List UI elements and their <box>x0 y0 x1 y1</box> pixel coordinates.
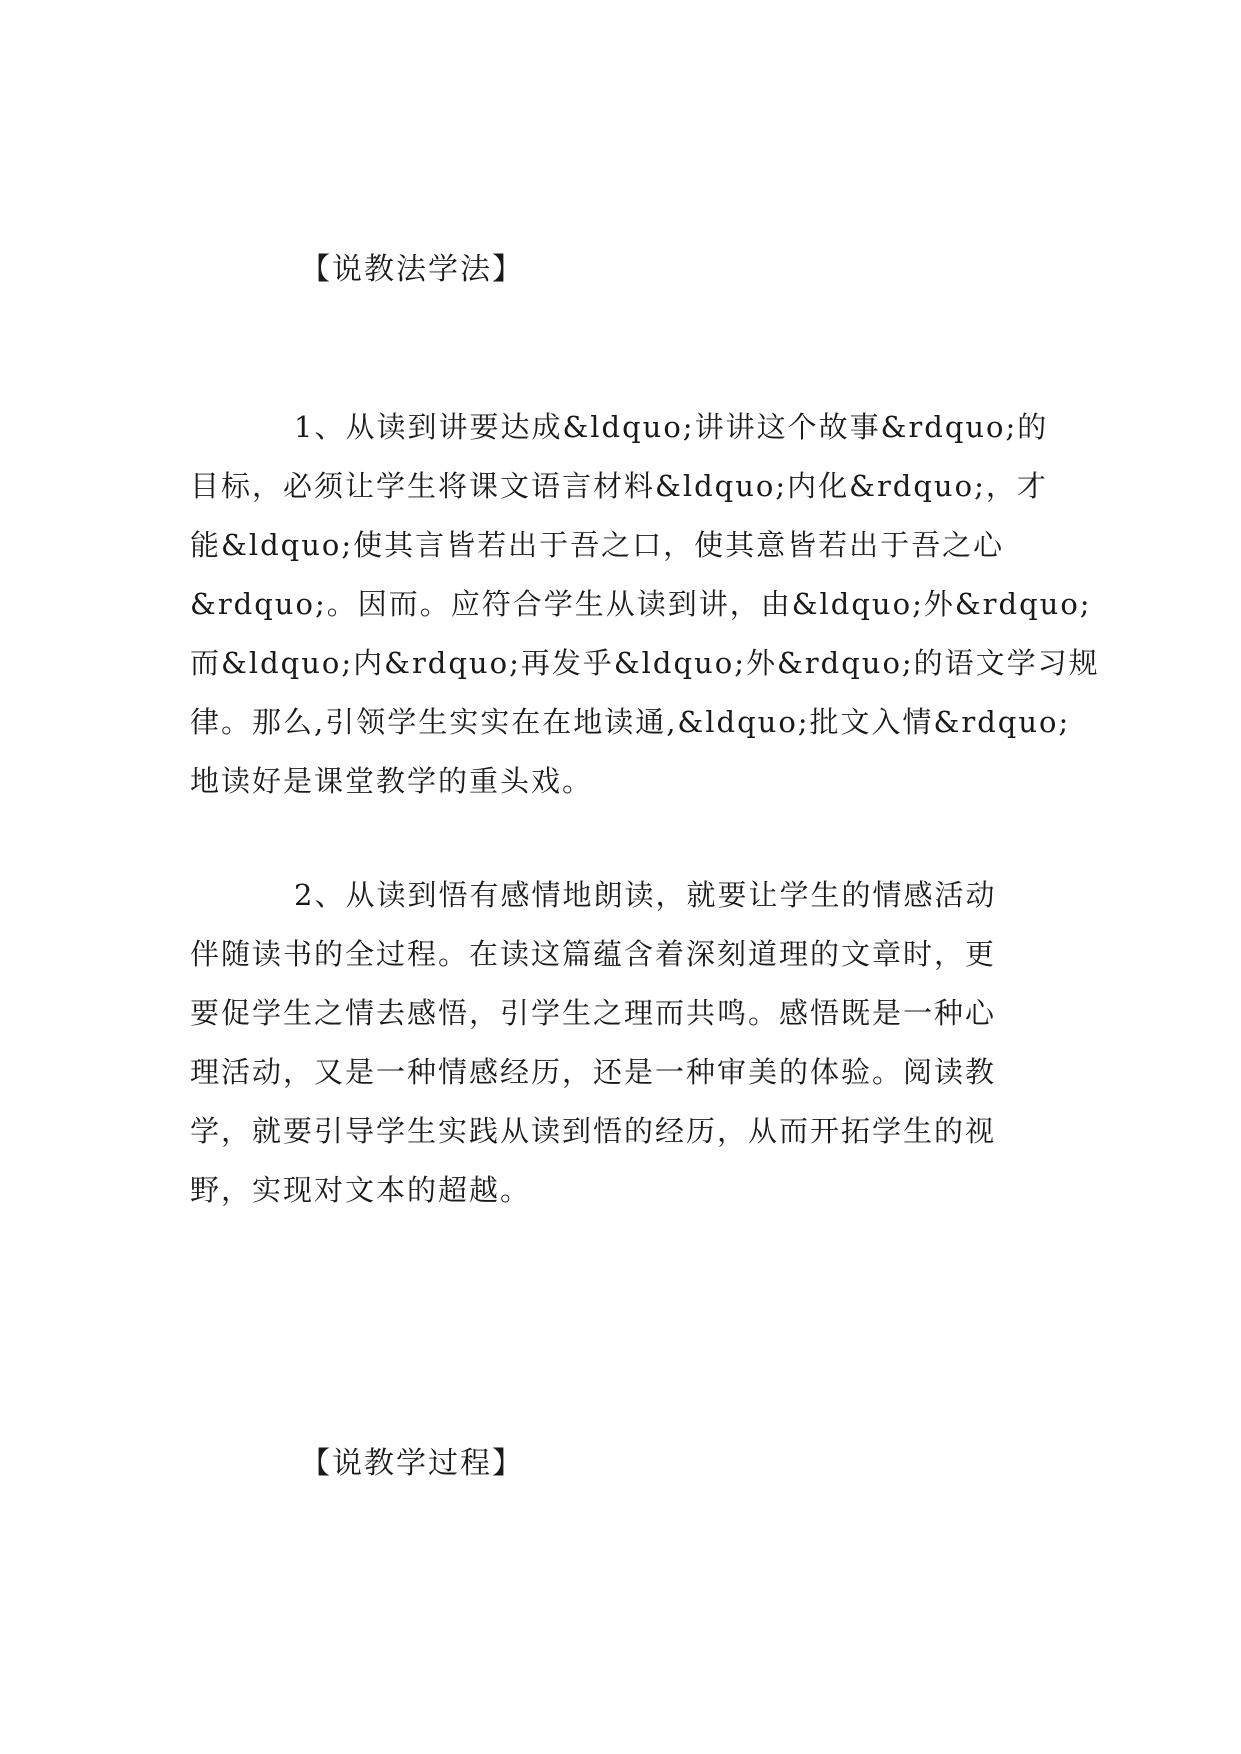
paragraph-line: 律。那么,引领学生实实在在地读通,&ldquo;批文入情&rdquo; <box>190 705 1071 739</box>
paragraph-line: 而&ldquo;内&rdquo;再发乎&ldquo;外&rdquo;的语文学习规 <box>190 646 1100 680</box>
paragraph-line: 要促学生之情去感悟，引学生之理而共鸣。感悟既是一种心 <box>190 996 997 1030</box>
paragraph-line: 能&ldquo;使其言皆若出于吾之口，使其意皆若出于吾之心 <box>190 528 1005 562</box>
paragraph-line: 伴随读书的全过程。在读这篇蕴含着深刻道理的文章时，更 <box>190 937 997 971</box>
section-heading-teaching-methods: 【说教法学法】 <box>300 252 524 287</box>
paragraph-line: 1、从读到讲要达成&ldquo;讲讲这个故事&rdquo;的 <box>294 410 1049 444</box>
paragraph-line: 学，就要引导学生实践从读到悟的经历，从而开拓学生的视 <box>190 1114 997 1148</box>
paragraph-read-to-tell <box>190 398 1100 811</box>
paragraph-line: 目标，必须让学生将课文语言材料&ldquo;内化&rdquo;，才 <box>190 469 1048 503</box>
paragraph-line: 地读好是课堂教学的重头戏。 <box>190 764 594 798</box>
paragraph-line: 2、从读到悟有感情地朗读，就要让学生的情感活动 <box>294 878 997 912</box>
paragraph-read-to-understand <box>190 866 1070 1220</box>
paragraph-line: 野，实现对文本的超越。 <box>190 1173 532 1207</box>
section-heading-teaching-process: 【说教学过程】 <box>300 1446 524 1481</box>
paragraph-line: 理活动，又是一种情感经历，还是一种审美的体验。阅读教 <box>190 1055 997 1089</box>
paragraph-line: &rdquo;。因而。应符合学生从读到讲，由&ldquo;外&rdquo; <box>190 587 1092 621</box>
